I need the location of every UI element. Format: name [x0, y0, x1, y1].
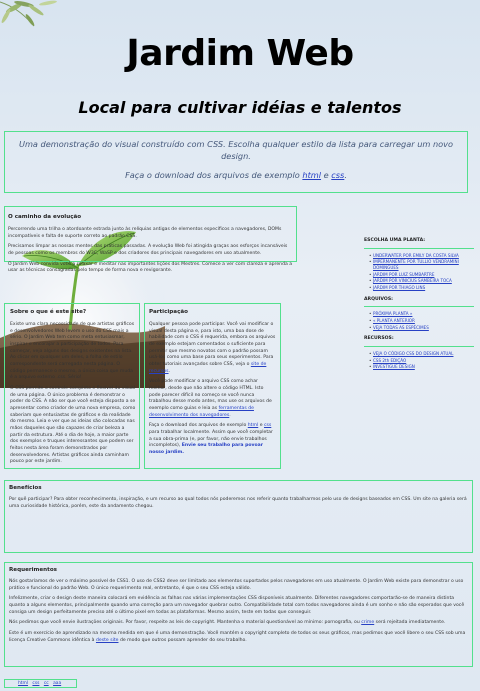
design-list — [369, 253, 474, 291]
design-link[interactable]: JARDIM POR LUIZ SUMBARTRE — [373, 271, 435, 277]
footer — [4, 679, 77, 688]
participacao-text-3b: e — [258, 423, 264, 429]
intro-css-link[interactable]: css — [331, 169, 345, 180]
requerimentos-paragraph-3 — [9, 620, 469, 627]
requerimentos-text-4a: Este é um exercício de aprendizado na mesma medida em que é uma demonstração. Você mantém o copyright completo de todos os seus gráficos, mas pedimos que você libere o seu CSS sob uma licença Creative Commons idêntica à — [9, 631, 466, 643]
section-sobre — [4, 303, 140, 469]
requerimentos-paragraph-2: Infelizmente, criar o design deste maneira colocará em evidência as falhas nas várias implementações CSS disponíveis atualmente. Diferentes navegadores comportarão-se de maneira distinta quanto a alguns elementos, principalmente quando uma correção para um navegador quebrar outro. Compatibilidade total com todos navegadores ainda é um sonho e não são esperados que você consiga um design perfeitamente preciso até o último pixel em todas as plataformas. Mesmo assim, teste em todas que conseguir. — [9, 596, 465, 615]
footer-html-link[interactable]: html — [18, 681, 29, 686]
archives-list — [369, 311, 474, 330]
caminho-heading: O caminho da evolução — [8, 214, 82, 220]
requerimentos-text-3a: Nós pedimos que você envie ilustrações originais. Por favor, respeite as leis de copyright. Mantenha o material questionável ao mínimo: pornografia, ou — [9, 620, 362, 626]
investigate-design-link[interactable]: INVESTIGUE DESIGN — [373, 364, 415, 370]
site-title: Jardim Web — [126, 33, 354, 74]
sidebar-divider — [364, 248, 474, 249]
choose-plant-heading: ESCOLHA UMA PLANTA: — [364, 238, 426, 243]
crime-link[interactable]: crime — [361, 620, 375, 626]
intro-download-suffix: . — [344, 169, 347, 180]
participacao-paragraph-3 — [149, 423, 276, 456]
footer-aaa-link[interactable]: aaa — [53, 681, 62, 686]
participacao-text-1: Qualquer pessoa pode participar. Você vai modificar o visual desta página e, para isto, uma boa dose de habilidade com o CSS é requerida, embora os arquivos de exemplo estejam comentados o suficiente para permitir que mesmo novatos com o padrão possam usá-los como uma base para seus experimentos. Para obter tutoriais avançados sobre CSS, veja o — [149, 322, 276, 368]
license-link[interactable]: deste site — [95, 637, 119, 643]
design-list-item — [369, 253, 474, 258]
sobre-heading: Sobre o que é este site? — [10, 309, 87, 315]
intro-html-link[interactable]: html — [302, 169, 322, 180]
design-list-item — [369, 259, 474, 270]
section-requerimentos — [4, 562, 473, 667]
submit-work-link[interactable]: Envie seu trabalho para povoar nosso jardim. — [149, 443, 264, 455]
requerimentos-paragraph-1: Nós gostaríamos de ver o máximo possível de CSS1. O uso de CSS2 deve ser limitado aos elementos suportados pelos navegadores em uso atualmente. O Jardim Web existe para demonstrar o uso prático e funcional do padrão Web. O único requerimento real, entretanto, é que o seu CSS esteja válido. — [9, 579, 464, 591]
design-list-item — [369, 278, 474, 283]
archives-list-item — [369, 325, 474, 330]
intro-text: Uma demonstração do visual construído com CSS. Escolha qualquer estilo da lista para carregar um novo design. — [18, 139, 454, 161]
section-participacao — [144, 303, 281, 469]
participacao-text-2: Você pode modificar o arquivo CSS como achar melhor, desde que não altere o código HTML. Isto pode parecer difícil no começo se você nunca trabalhou desse modo antes, mas use os arquivos de exemplo como guias e leia as — [149, 379, 272, 411]
beneficios-paragraph: Por quê participar? Para obter reconhecimento, inspiração, e um recurso ao qual todos nós poderemos nos referir quanto trabalharmos pelo uso de designs baseados em CSS. Um site na galeria será uma curiosidade histórica, porém, este da andamento chegou. — [9, 497, 467, 509]
design-link[interactable]: IMPERMANENTE POR TULLIO VENDRAMINI DOMINGUES — [373, 259, 459, 270]
footer-css-link[interactable]: css — [32, 681, 40, 686]
archives-list-item — [369, 318, 474, 323]
requerimentos-text-3b: será rejeitada imediatamente. — [374, 620, 446, 626]
design-link[interactable]: JARDIM POR THIAGO LINS — [373, 285, 426, 291]
previous-plant-link[interactable]: « PLANTA ANTERIOR — [373, 318, 415, 323]
sobre-paragraph-2: O CSS permite o controle completo e flexível do visual de uma página. O único problema é demonstrar o poder do CSS. A não ser que você esteja disposto a se apresentar como criador de uma nova empresa, como saberiam que entusiastas de gráficos e da realidade do mesmo. Leia e ver que as ideias são colocadas nas mãos daqueles que são capazes de criar beleza a partir da estrutura. Até o dia de hoje, a maior parte dos exemplos e truques interessantes que podem ser feitos nesta área foram demonstrados por desenvolvedores. Artistas gráficos ainda caminham pouco por este jardim. — [10, 386, 136, 465]
sobre-paragraph-1: Existe uma clara necessidade de que artistas gráficos e desenvolvedores Web levem o uso do CSS mais a sério. O Jardim Web tem como meta entusiasmar, inspirar e encorajar a participação de todos. Para começar, veja alguns dos designs existentes na lista. Ao clicar em qualquer um deles, a folha de estilo correspondente será carregada nesta página. O código permanece o mesmo, a única coisa que muda é a arquivo externo .css. Sério! — [10, 322, 135, 381]
participacao-text-3c: para trabalhar localmente. Assim que você completar a sua obra-prima (e, por favor, não envie trabalhos incompletos), — [149, 429, 273, 449]
sidebar — [364, 238, 474, 376]
sidebar-divider — [364, 306, 474, 307]
next-plant-link[interactable]: PRÓXIMA PLANTA » — [373, 311, 413, 317]
design-link[interactable]: JARDIM POR VINICIUS SAMBEIRA TOCA — [373, 278, 452, 284]
participacao-paragraph-2 — [149, 379, 276, 419]
resources-list-item — [369, 358, 474, 363]
caminho-paragraph-3: O Jardim Web convida você a relaxar e meditar nas importantes lições dos Mestres. Comece a ver com clareza e aprenda a usar as técnicas consagradas pelo tempo de forma nova e revigorante. — [8, 261, 293, 274]
intro-download-prefix: Faça o download dos arquivos de exemplo — [125, 169, 303, 180]
footer-cc-link[interactable]: cc — [43, 681, 49, 686]
requerimentos-text-4b: de modo que outros possam aprender do seu trabalho. — [118, 637, 247, 643]
participacao-text-1-end: . — [168, 368, 171, 374]
intro-box — [4, 131, 468, 193]
resources-list — [369, 351, 474, 370]
design-list-item — [369, 285, 474, 290]
resources-list-item — [369, 351, 474, 356]
resources-site-link[interactable]: site de recursos — [149, 362, 267, 374]
archives-list-item — [369, 311, 474, 316]
participacao-text-3a: Faça o download dos arquivos de exemplo — [149, 423, 248, 429]
section-beneficios — [4, 480, 473, 553]
requerimentos-heading: Requerimentos — [9, 567, 58, 573]
participacao-text-2-end: . — [229, 412, 231, 418]
participacao-heading: Participação — [149, 309, 189, 315]
participacao-css-link[interactable]: css — [263, 423, 272, 429]
resources-heading: RECURSOS: — [364, 336, 394, 342]
archives-heading: ARQUIVOS: — [364, 296, 393, 302]
browser-tools-link[interactable]: ferramentas de desenvolvimento dos navegadores — [149, 405, 254, 418]
resources-list-item — [369, 364, 474, 369]
caminho-paragraph-1: Percorrendo uma trilha o atordoante estrada junto às relíquias antigas de elementos específicos a navegadores, DOMs incompatíveis e falta de suporte correto ao padrão CSS. — [8, 227, 282, 239]
design-link[interactable]: UNDERWATER POR EMILY DA COSTA SILVA — [373, 252, 459, 258]
intro-download-middle: e — [321, 169, 332, 180]
requerimentos-paragraph-4 — [9, 631, 469, 644]
intro-download-text — [17, 170, 455, 182]
beneficios-heading: Benefícios — [9, 485, 42, 491]
participacao-paragraph-1 — [149, 322, 276, 375]
all-specimens-link[interactable]: VEJA TODAS AS ESPÉCIMES — [373, 324, 429, 330]
css-edition-link[interactable]: CSS 2th EDIÇÃO — [373, 357, 407, 363]
section-caminho — [4, 206, 297, 274]
design-list-item — [369, 272, 474, 277]
caminho-paragraph-2: Precisamos limpar as nossas mentes das práticas passadas. A evolução Web foi atingida graças aos esforços incansáveis de pessoas como os membros do W3C, WaSP e dos criadores dos principais navegadores em uso atualmente. — [8, 244, 288, 257]
site-subtitle: Local para cultivar idéias e talentos — [78, 98, 402, 117]
view-css-link[interactable]: VEJA O CÓDIGO CSS DO DESIGN ATUAL — [373, 350, 454, 356]
participacao-html-link[interactable]: html — [247, 423, 259, 429]
sidebar-divider — [364, 346, 474, 347]
